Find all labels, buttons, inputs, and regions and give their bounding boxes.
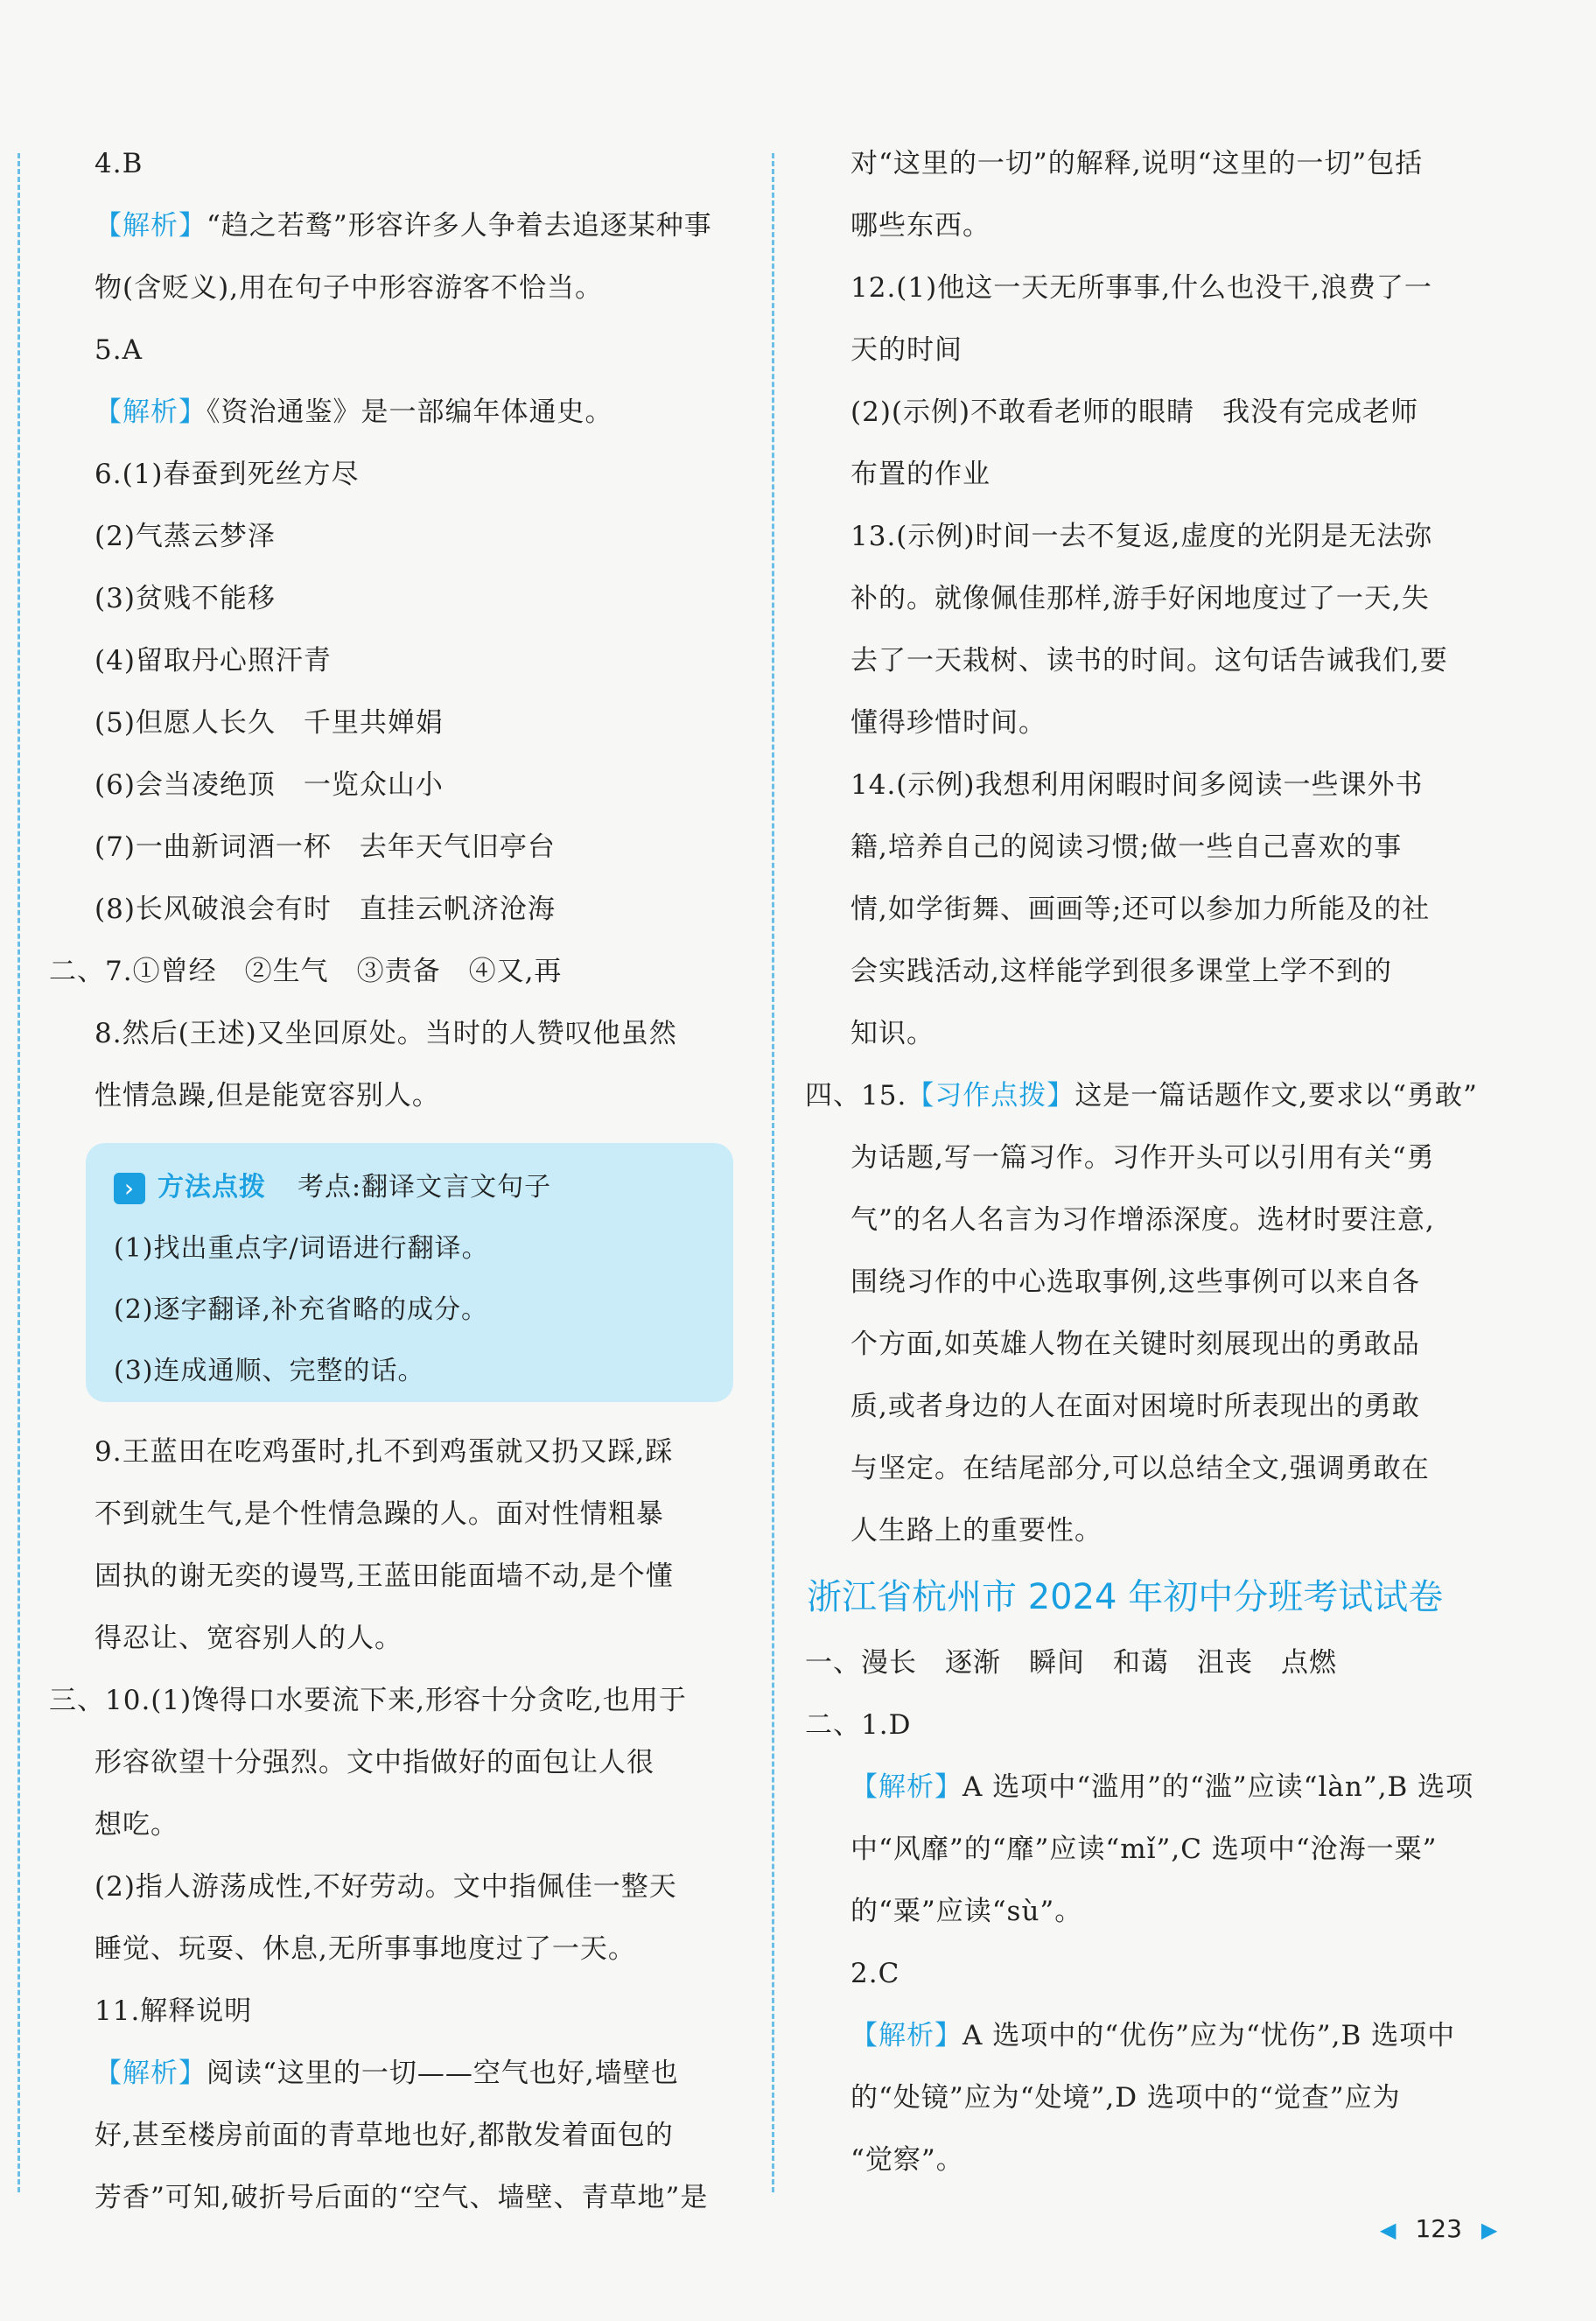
text-line [850, 2005, 1496, 2067]
triangle-right-icon[interactable]: ▶ [1480, 2218, 1498, 2242]
method-tip-title: 方法点拨 [158, 1172, 266, 1203]
line-text: 的“粟”应读“sù”。 [850, 1896, 1083, 1927]
text-line [850, 1819, 1496, 1881]
text-line [850, 692, 1496, 754]
line-text: (2)指人游荡成性,不好劳动。文中指佩佳一整天 [94, 1871, 677, 1903]
chevron-right-icon: › [114, 1173, 145, 1204]
text-line [850, 817, 1496, 879]
line-text: 知识。 [850, 1018, 934, 1049]
line-text: 12.(1)他这一天无所事事,什么也没干,浪费了一 [850, 272, 1432, 304]
text-line [850, 1376, 1496, 1438]
page-footer [1361, 2214, 1516, 2243]
line-text: 情,如学街舞、画画等;还可以参加力所能及的社 [850, 894, 1431, 925]
text-line [850, 195, 1496, 257]
text-line [805, 1694, 1496, 1757]
line-text: 围绕习作的中心选取事例,这些事例可以来自各 [850, 1266, 1420, 1298]
text-line [850, 133, 1496, 195]
line-text: 这是一篇话题作文,要求以“勇敢” [1074, 1080, 1478, 1111]
text-line [94, 257, 742, 319]
text-line [850, 1438, 1496, 1500]
text-line [94, 754, 742, 817]
right-column [805, 133, 1496, 2191]
line-text: 8.然后(王述)又坐回原处。当时的人赞叹他虽然 [94, 1018, 677, 1049]
line-text: 人生路上的重要性。 [850, 1515, 1102, 1546]
text-line [850, 941, 1496, 1003]
text-line [850, 754, 1496, 817]
triangle-left-icon[interactable]: ◀ [1380, 2218, 1396, 2242]
line-text: 补的。就像佩佳那样,游手好闲地度过了一天,失 [850, 583, 1430, 614]
text-line [850, 1127, 1496, 1189]
line-text: A 选项中“滥用”的“滥”应读“làn”,B 选项 [962, 1771, 1474, 1803]
line-text: 2.C [850, 1958, 900, 1989]
text-line [94, 1981, 742, 2043]
text-line [850, 2067, 1496, 2129]
question-number: 四、15. [805, 1080, 907, 1111]
line-text: 6.(1)春蚕到死丝方尽 [94, 459, 360, 490]
method-tip-box [86, 1143, 733, 1402]
text-line [94, 1608, 742, 1670]
text-line [850, 1881, 1496, 1943]
text-line [94, 692, 742, 754]
line-text: 去了一天栽树、读书的时间。这句话告诫我们,要 [850, 645, 1448, 677]
line-text: 得忍让、宽容别人的人。 [94, 1623, 402, 1654]
analysis-tag: 【解析】 [850, 1771, 962, 1803]
text-line [94, 2167, 742, 2229]
exam-section-heading: 浙江省杭州市 2024 年初中分班考试试卷 [807, 1577, 1444, 1617]
text-line [94, 506, 742, 568]
text-line [850, 444, 1496, 506]
line-text: 与坚定。在结尾部分,可以总结全文,强调勇敢在 [850, 1453, 1430, 1484]
line-text: 三、10.(1)馋得口水要流下来,形容十分贪吃,也用于 [49, 1685, 687, 1716]
text-line [94, 319, 742, 382]
analysis-tag: 【解析】 [94, 210, 206, 242]
text-line [850, 506, 1496, 568]
text-line [94, 1918, 742, 1981]
text-line [805, 1065, 1496, 1127]
line-text: 想吃。 [94, 1809, 178, 1841]
line-text: 对“这里的一切”的解释,说明“这里的一切”包括 [850, 148, 1424, 179]
line-text: (5)但愿人长久 千里共婵娟 [94, 707, 444, 739]
text-line [805, 1632, 1496, 1694]
line-text: (7)一曲新词酒一杯 去年天气旧亭台 [94, 831, 556, 863]
text-line [94, 444, 742, 506]
text-line [850, 1252, 1496, 1314]
line-text: 二、1.D [805, 1709, 912, 1741]
text-line [850, 257, 1496, 319]
text-line [850, 1500, 1496, 1562]
method-tip-kaodian: 考点:翻译文言文句子 [298, 1172, 552, 1203]
analysis-tag: 【解析】 [850, 2020, 962, 2051]
line-text: 二、7.①曾经 ②生气 ③责备 ④又,再 [49, 956, 563, 987]
line-text: 籍,培养自己的阅读习惯;做一些自己喜欢的事 [850, 831, 1403, 863]
line-text: 气”的名人名言为习作增添深度。选材时要注意, [850, 1204, 1435, 1236]
text-line [94, 1421, 742, 1483]
text-line [94, 1065, 742, 1127]
line-text: 14.(示例)我想利用闲暇时间多阅读一些课外书 [850, 769, 1424, 801]
line-text: 11.解释说明 [94, 1995, 253, 2027]
line-text: 芳香”可知,破折号后面的“空气、墙壁、青草地”是 [94, 2182, 709, 2213]
text-line [94, 133, 742, 195]
line-text: 中“风靡”的“靡”应读“mǐ”,C 选项中“沧海一粟” [850, 1834, 1438, 1865]
line-text: 会实践活动,这样能学到很多课堂上学不到的 [850, 956, 1392, 987]
text-line [850, 1943, 1496, 2005]
text-line [850, 879, 1496, 941]
method-tip-item: (1)找出重点字/词语进行翻译。 [114, 1233, 489, 1264]
text-line [94, 1546, 742, 1608]
text-line [850, 630, 1496, 692]
line-text: 天的时间 [850, 334, 962, 366]
text-line [94, 817, 742, 879]
text-line [94, 1483, 742, 1546]
method-tip-item: (2)逐字翻译,补充省略的成分。 [114, 1294, 489, 1325]
text-line [94, 568, 742, 630]
method-tip-item: (3)连成通顺、完整的话。 [114, 1356, 425, 1386]
line-text: 布置的作业 [850, 459, 990, 490]
text-line [94, 1856, 742, 1918]
line-text: 5.A [94, 334, 143, 366]
text-line [850, 1003, 1496, 1065]
left-margin-divider [18, 153, 20, 2192]
text-line [94, 2105, 742, 2167]
line-text: 13.(示例)时间一去不复返,虚度的光阴是无法弥 [850, 521, 1433, 552]
analysis-tag: 【解析】 [94, 2058, 206, 2089]
analysis-tag: 【解析】 [94, 396, 206, 428]
line-text: 懂得珍惜时间。 [850, 707, 1046, 739]
line-text: (2)(示例)不敢看老师的眼睛 我没有完成老师 [850, 396, 1419, 428]
line-text: 形容欲望十分强烈。文中指做好的面包让人很 [94, 1747, 654, 1778]
line-text: 好,甚至楼房前面的青草地也好,都散发着面包的 [94, 2120, 674, 2151]
line-text: 性情急躁,但是能宽容别人。 [94, 1080, 440, 1111]
page-number: 123 [1415, 2214, 1462, 2243]
line-text: 4.B [94, 148, 144, 179]
text-line [94, 195, 742, 257]
text-line [850, 382, 1496, 444]
line-text: (3)贫贱不能移 [94, 583, 276, 614]
text-line [850, 568, 1496, 630]
text-line [94, 1794, 742, 1856]
line-text: 物(含贬义),用在句子中形容游客不恰当。 [94, 272, 604, 304]
line-text: (6)会当凌绝顶 一览众山小 [94, 769, 444, 801]
text-line [94, 382, 742, 444]
text-line [850, 319, 1496, 382]
text-line [49, 1670, 742, 1732]
text-line [850, 1757, 1496, 1819]
text-line [94, 879, 742, 941]
left-column [49, 133, 742, 2229]
line-text: A 选项中的“优伤”应为“忧伤”,B 选项中 [962, 2020, 1456, 2051]
line-text: 质,或者身边的人在面对困境时所表现出的勇敢 [850, 1391, 1420, 1422]
line-text: (8)长风破浪会有时 直挂云帆济沧海 [94, 894, 556, 925]
line-text: (2)气蒸云梦泽 [94, 521, 276, 552]
line-text: 的“处镜”应为“处境”,D 选项中的“觉查”应为 [850, 2082, 1401, 2114]
text-line [94, 1003, 742, 1065]
text-line [49, 941, 742, 1003]
line-text: 《资治通鉴》是一部编年体通史。 [206, 396, 613, 428]
line-text: 一、漫长 逐渐 瞬间 和蔼 沮丧 点燃 [805, 1647, 1337, 1679]
line-text: “觉察”。 [850, 2144, 964, 2176]
line-text: (4)留取丹心照汗青 [94, 645, 332, 677]
line-text: 个方面,如英雄人物在关键时刻展现出的勇敢品 [850, 1329, 1420, 1360]
text-line [94, 630, 742, 692]
analysis-tag: 【习作点拨】 [906, 1080, 1075, 1111]
line-text: 9.王蓝田在吃鸡蛋时,扎不到鸡蛋就又扔又踩,踩 [94, 1436, 674, 1468]
line-text: 固执的谢无奕的谩骂,王蓝田能面墙不动,是个懂 [94, 1560, 674, 1592]
line-text: 睡觉、玩耍、休息,无所事事地度过了一天。 [94, 1933, 636, 1965]
line-text: 为话题,写一篇习作。习作开头可以引用有关“勇 [850, 1142, 1435, 1174]
line-text: 哪些东西。 [850, 210, 990, 242]
text-line [850, 1314, 1496, 1376]
text-line [94, 1732, 742, 1794]
text-line [94, 2043, 742, 2105]
line-text: 阅读“这里的一切——空气也好,墙壁也 [206, 2058, 679, 2089]
text-line [850, 1189, 1496, 1252]
text-line [850, 2129, 1496, 2191]
line-text: “趋之若鹜”形容许多人争着去追逐某种事 [206, 210, 712, 242]
line-text: 不到就生气,是个性情急躁的人。面对性情粗暴 [94, 1498, 664, 1530]
column-divider [772, 153, 774, 2192]
